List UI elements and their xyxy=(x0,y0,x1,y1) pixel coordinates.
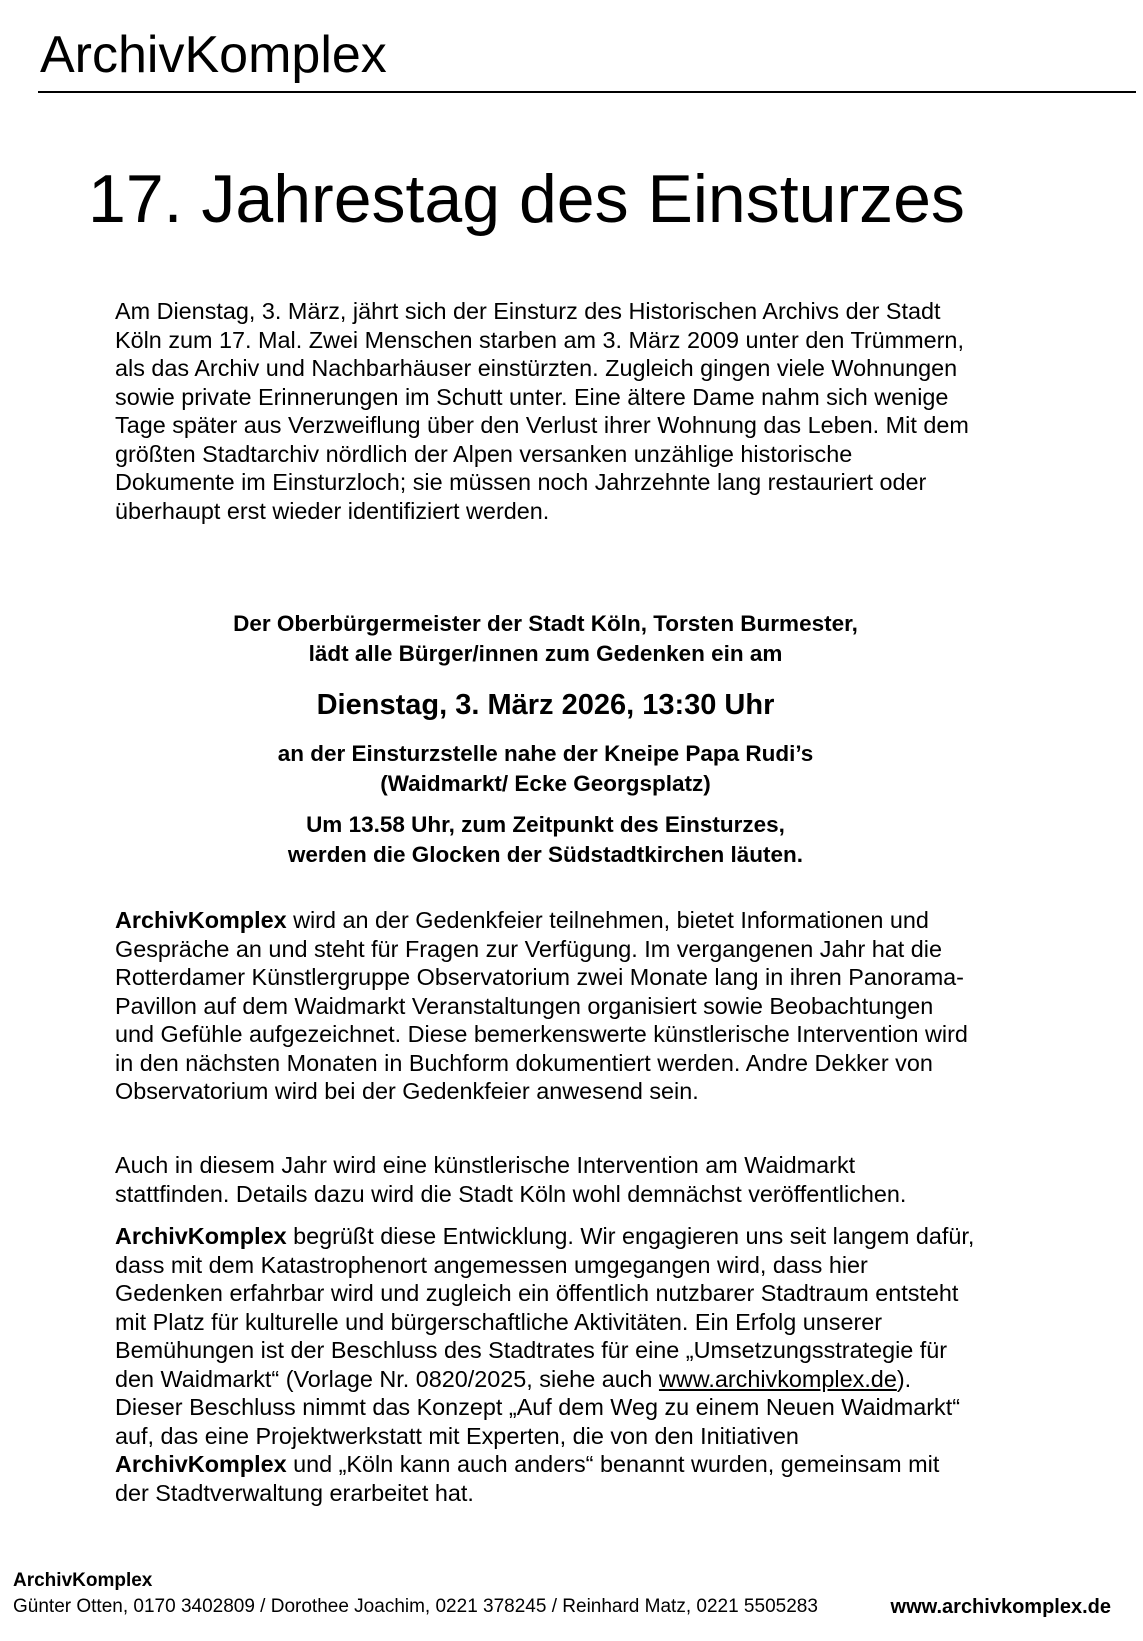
footer-contacts: Günter Otten, 0170 3402809 / Dorothee Joachim, 0221 378245 / Reinhard Matz, 0221 5505283 xyxy=(13,1596,818,1617)
intro-paragraph: Am Dienstag, 3. März, jährt sich der Einsturz des Historischen Archivs der Stadt Köln zum 17. Mal. Zwei Menschen starben am 3. März 2009 unter den Trümmern, als das Archiv und Nachbarhäuser einstürzten. Zugleich gingen viele Wohnungen sowie private Erinnerungen im Schutt unter. Eine ältere Dame nahm sich wenige Tage später aus Verzweiflung über den Verlust ihrer Wohnung das Leben. Mit dem größten Stadtarchiv nördlich der Alpen versanken unzählige historische Dokumente im Einsturzloch; sie müssen noch Jahrzehnte lang restauriert oder überhaupt erst wieder identifiziert werden. xyxy=(115,298,969,524)
announcement-line-2: lädt alle Bürger/innen zum Gedenken ein am xyxy=(308,641,783,666)
brand-mention: ArchivKomplex xyxy=(115,907,287,933)
page-title: 17. Jahrestag des Einsturzes xyxy=(88,161,965,237)
participation-paragraph xyxy=(115,906,975,1106)
website-link[interactable]: www.archivkomplex.de xyxy=(658,1365,897,1392)
brand-mention: ArchivKomplex xyxy=(115,1451,287,1477)
announcement-line-1: Der Oberbürgermeister der Stadt Köln, Torsten Burmester, xyxy=(233,611,858,636)
brand-mention: ArchivKomplex xyxy=(115,1223,287,1249)
strategy-text-c: und „Köln kann auch anders“ benannt wurden, gemeinsam mit der Stadtverwaltung erarbeitet hat. xyxy=(115,1451,940,1506)
bells-line-2: werden die Glocken der Südstadtkirchen läuten. xyxy=(287,842,804,867)
header-rule xyxy=(38,91,1136,93)
strategy-text-b: ). Dieser Beschluss nimmt das Konzept „Auf dem Weg zu einem Neuen Waidmarkt“ auf, das eine Projektwerkstatt mit Experten, die von den Initiativen xyxy=(115,1365,960,1449)
announcement-block xyxy=(0,609,1091,870)
strategy-text-a: begrüßt diese Entwicklung. Wir engagieren uns seit langem dafür, dass mit dem Katastrophenort angemessen umgegangen wird, dass hier Gedenken erfahrbar wird und zugleich ein öffentlich nutzbarer Stadtraum entsteht mit Platz für kulturelle und bürgerschaftliche Aktivitäten. Ein Erfolg unserer Bemühungen ist der Beschluss des Stadtrates für eine „Umsetzungsstrategie für den Waidmarkt“ (Vorlage Nr. 0820/2025, siehe auch xyxy=(115,1223,975,1392)
footer-brand: ArchivKomplex xyxy=(13,1570,153,1591)
brand-header: ArchivKomplex xyxy=(40,26,387,84)
footer-website[interactable]: www.archivkomplex.de xyxy=(890,1596,1111,1618)
intervention-paragraph: Auch in diesem Jahr wird eine künstlerische Intervention am Waidmarkt stattfinden. Details dazu wird die Stadt Köln wohl demnächst veröffentlichen. xyxy=(115,1152,907,1207)
event-date: Dienstag, 3. März 2026, 13:30 Uhr xyxy=(316,689,775,721)
participation-text: wird an der Gedenkfeier teilnehmen, bietet Informationen und Gespräche an und steht für Fragen zur Verfügung. Im vergangenen Jahr hat die Rotterdamer Künstlergruppe Observatorium zwei Monate lang in ihren Panorama-Pavillon auf dem Waidmarkt Veranstaltungen organisiert sowie Beobachtungen und Gefühle aufgezeichnet. Diese bemerkenswerte künstlerische Intervention wird in den nächsten Monaten in Buchform dokumentiert werden. Andre Dekker von Observatorium wird bei der Gedenkfeier anwesend sein. xyxy=(115,907,968,1104)
event-location-line-2: (Waidmarkt/ Ecke Georgsplatz) xyxy=(380,771,711,796)
strategy-paragraph xyxy=(115,1222,975,1507)
bells-line-1: Um 13.58 Uhr, zum Zeitpunkt des Einsturzes, xyxy=(306,812,785,837)
event-location-line-1: an der Einsturzstelle nahe der Kneipe Papa Rudi’s xyxy=(277,741,814,766)
